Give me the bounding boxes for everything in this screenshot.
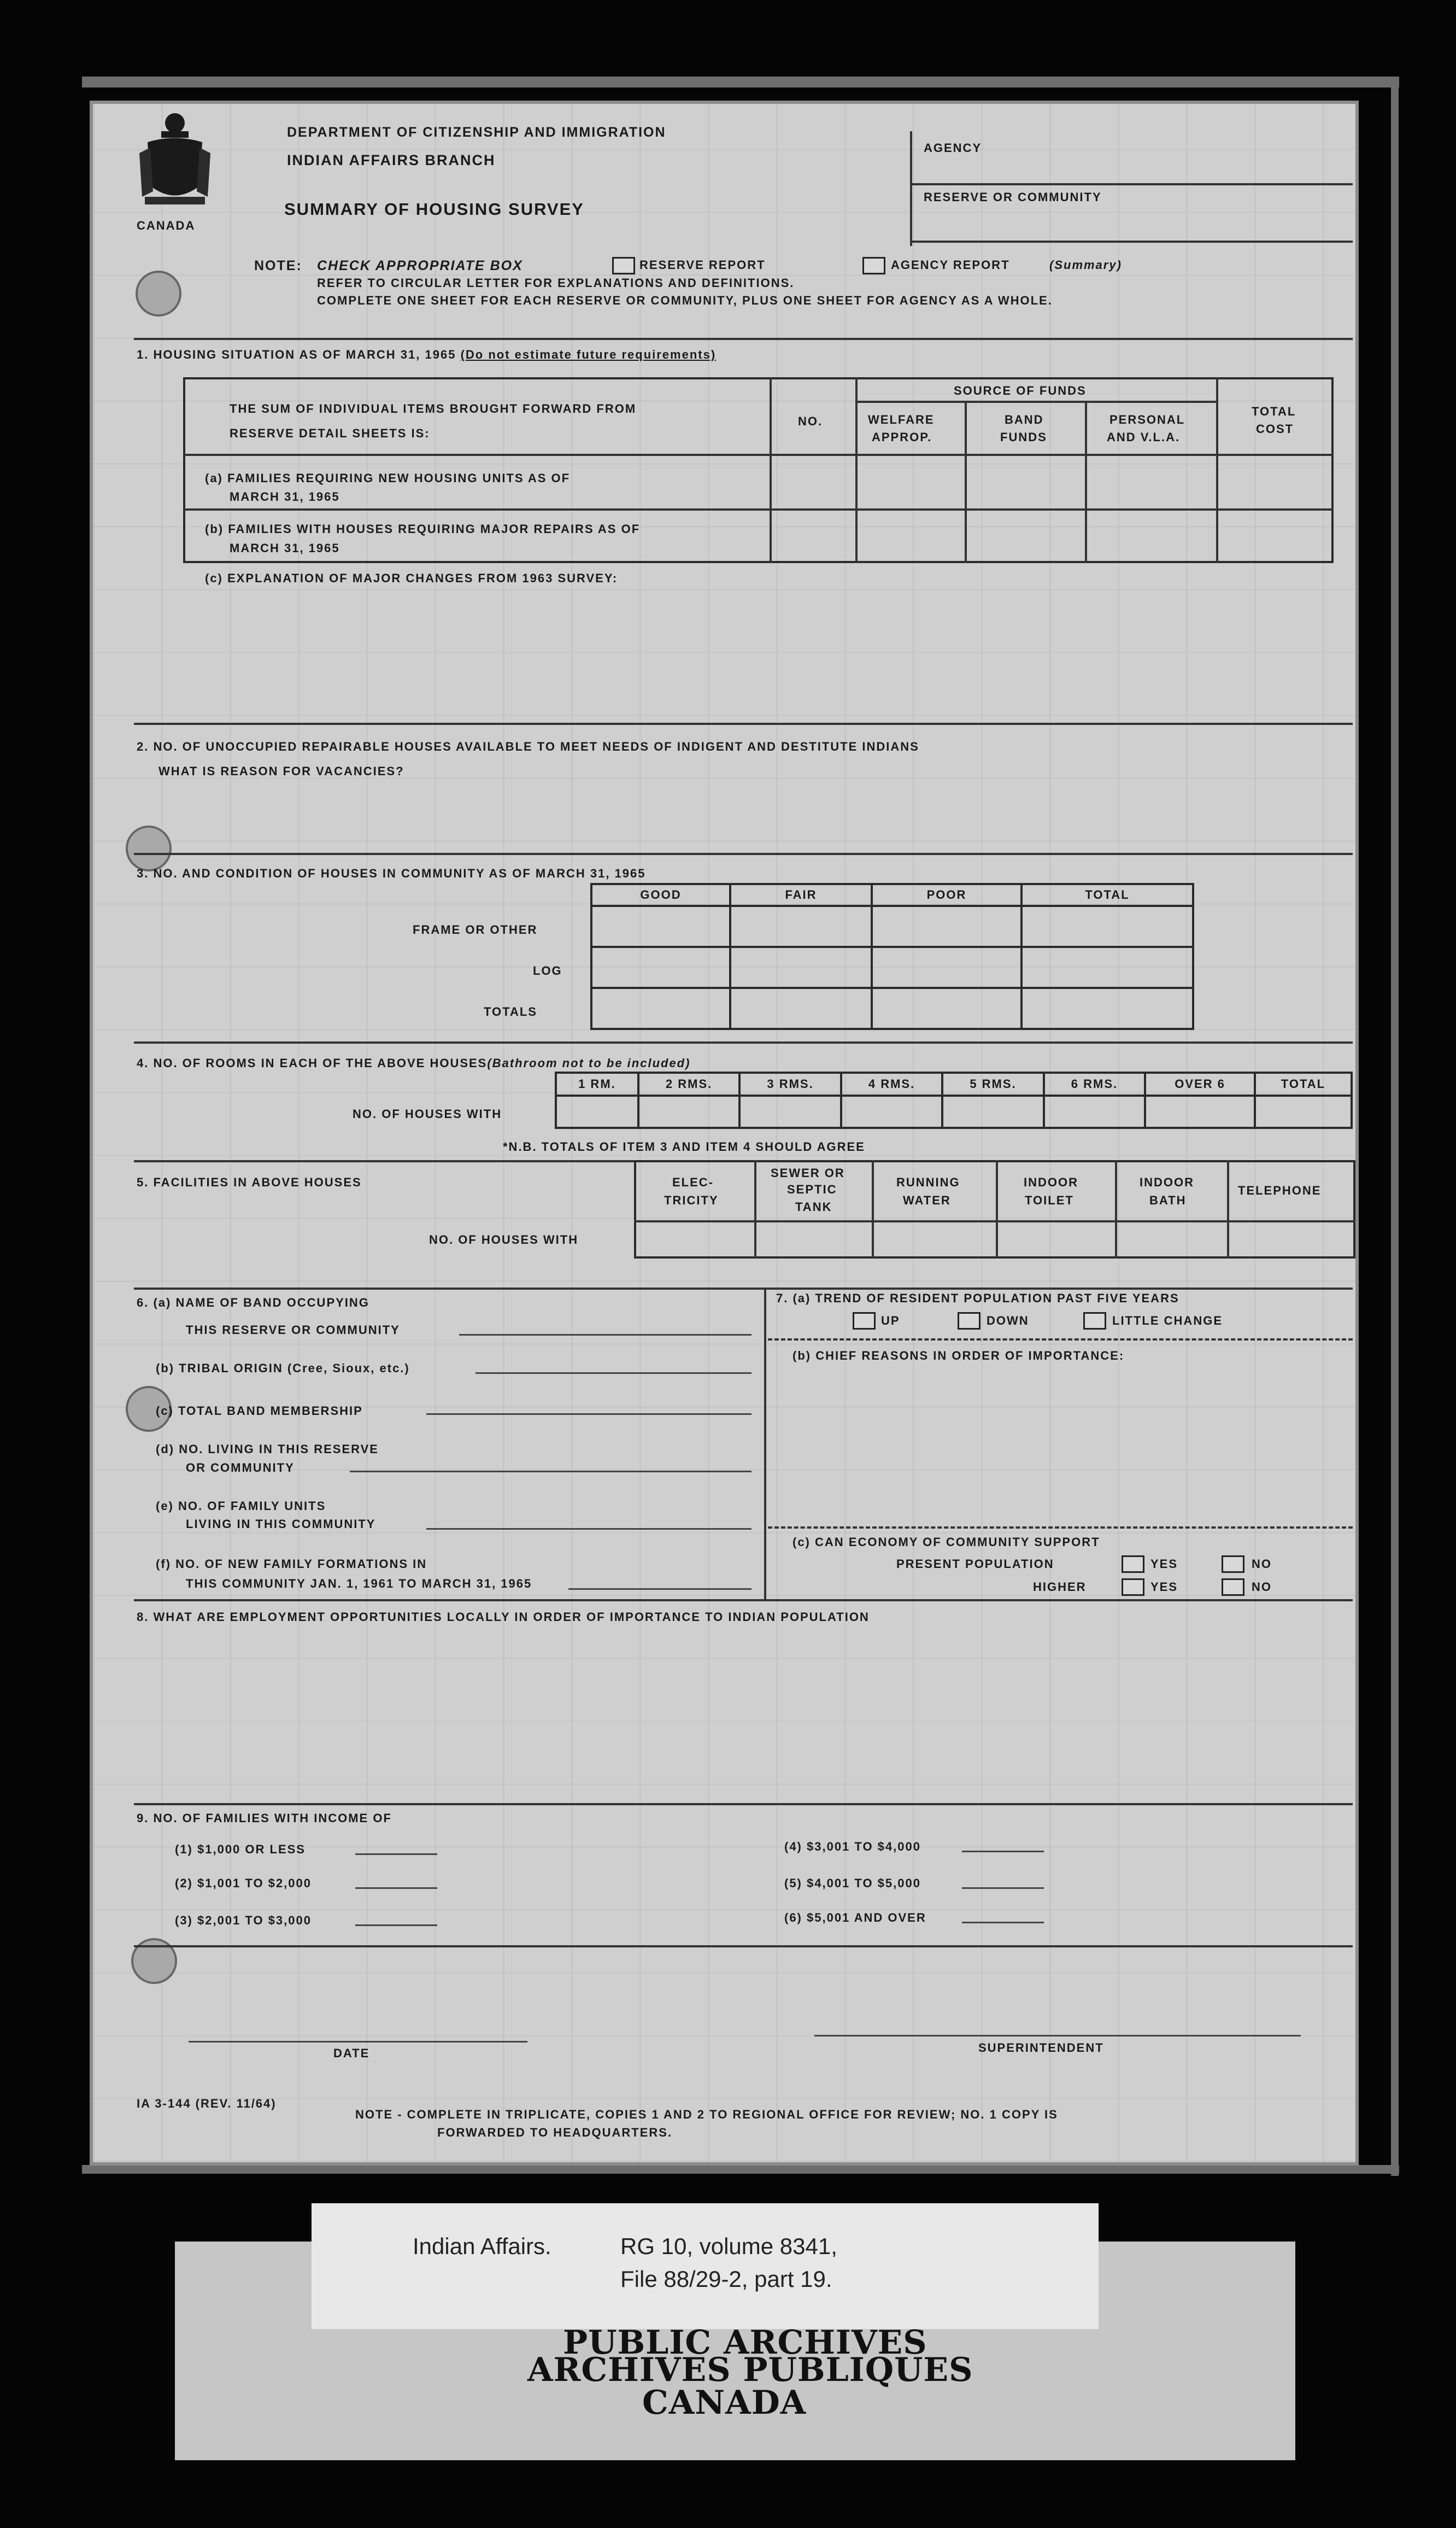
s9-income-6-field[interactable] xyxy=(962,1922,1044,1923)
s1-intro-1: THE SUM OF INDIVIDUAL ITEMS BROUGHT FORWARD FROM xyxy=(230,402,637,416)
s1-source-underline xyxy=(855,401,1216,403)
s4-col-6rms: 6 RMS. xyxy=(1044,1073,1145,1096)
s3-cell[interactable] xyxy=(730,906,872,947)
s5-col-elec-1: ELEC- xyxy=(672,1175,714,1189)
archive-ref-left: Indian Affairs. xyxy=(413,2233,551,2259)
s5-title: 5. FACILITIES IN ABOVE HOUSES xyxy=(137,1175,362,1189)
s3-cell[interactable] xyxy=(591,947,730,988)
s3-cell[interactable] xyxy=(591,906,730,947)
s6-d-field[interactable] xyxy=(350,1471,752,1472)
s1-row-a-2: MARCH 31, 1965 xyxy=(230,490,340,504)
reserve-report-checkbox[interactable] xyxy=(612,257,635,274)
s3-title: 3. NO. AND CONDITION OF HOUSES IN COMMUNITY AS OF MARCH 31, 1965 xyxy=(137,867,646,880)
s4-col-4rms: 4 RMS. xyxy=(841,1073,942,1096)
archive-stamp-3: CANADA xyxy=(642,2384,807,2422)
film-edge-bottom xyxy=(82,2165,1399,2174)
s5-col-toilet-1: INDOOR xyxy=(1024,1175,1078,1189)
higher-yes-checkbox[interactable] xyxy=(1122,1578,1144,1596)
s1-col-welfare-2: APPROP. xyxy=(872,430,932,444)
s5-col-line-4 xyxy=(1115,1160,1117,1259)
s5-col-sewer-1: SEWER OR xyxy=(771,1166,845,1180)
s4-col-2rms: 2 RMS. xyxy=(638,1073,739,1096)
s4-col-1rm: 1 RM. xyxy=(556,1073,638,1096)
s6-f-field[interactable] xyxy=(568,1588,752,1590)
s1-row-b-1: (b) FAMILIES WITH HOUSES REQUIRING MAJOR REPAIRS AS OF xyxy=(205,522,641,536)
s9-income-6: (6) $5,001 AND OVER xyxy=(784,1911,926,1924)
s1-col-band-1: BAND xyxy=(1005,413,1044,426)
s1-col-line-3 xyxy=(965,402,967,563)
s2-line-2: WHAT IS REASON FOR VACANCIES? xyxy=(158,764,404,778)
s1-col-line-2 xyxy=(855,377,858,563)
s3-bottom-rule xyxy=(134,1041,1353,1044)
s6-b: (b) TRIBAL ORIGIN (Cree, Sioux, etc.) xyxy=(156,1361,410,1375)
s4-title: 4. NO. OF ROOMS IN EACH OF THE ABOVE HOUSES(Bathroom not to be included) xyxy=(137,1056,691,1070)
note-line-3: COMPLETE ONE SHEET FOR EACH RESERVE OR COMMUNITY, PLUS ONE SHEET FOR AGENCY AS A WHOLE. xyxy=(317,294,1053,307)
s8-bottom-rule xyxy=(134,1803,1353,1805)
form-number: IA 3-144 (REV. 11/64) xyxy=(137,2097,277,2110)
s4-cell[interactable] xyxy=(841,1096,942,1128)
s4-cell[interactable] xyxy=(1044,1096,1145,1128)
s6-s7-divider xyxy=(764,1288,766,1599)
s3-cell[interactable] xyxy=(1021,906,1193,947)
agency-field-label: AGENCY xyxy=(924,141,982,155)
s1-col-personal-1: PERSONAL xyxy=(1109,413,1185,426)
s4-cell[interactable] xyxy=(556,1096,638,1128)
s1-col-total-2: COST xyxy=(1256,422,1294,436)
s1-col-no: NO. xyxy=(798,414,823,428)
s4-table xyxy=(555,1072,1353,1129)
s1-row-a-1: (a) FAMILIES REQUIRING NEW HOUSING UNITS AS OF xyxy=(205,471,571,485)
s9-income-2-field[interactable] xyxy=(355,1887,437,1889)
agency-report-sub: (Summary) xyxy=(1049,258,1122,272)
s1-source-of-funds: SOURCE OF FUNDS xyxy=(954,384,1087,397)
trend-down-label: DOWN xyxy=(987,1314,1029,1327)
s6-e-field[interactable] xyxy=(426,1528,752,1530)
date-field[interactable] xyxy=(189,2041,527,2043)
s9-bottom-rule xyxy=(134,1945,1353,1947)
s5-col-sewer-3: TANK xyxy=(795,1200,832,1214)
agency-report-label: AGENCY REPORT xyxy=(891,258,1010,272)
s9-income-3-field[interactable] xyxy=(355,1924,437,1926)
s2-bottom-rule xyxy=(134,853,1353,855)
s1-title: 1. HOUSING SITUATION AS OF MARCH 31, 1965 (Do not estimate future requirements) xyxy=(137,348,717,361)
s3-cell[interactable] xyxy=(872,988,1021,1029)
film-edge-top xyxy=(82,77,1399,87)
note-line-2: REFER TO CIRCULAR LETTER FOR EXPLANATIONS AND DEFINITIONS. xyxy=(317,276,795,290)
trend-little-change-checkbox[interactable] xyxy=(1083,1312,1106,1330)
reserve-underline xyxy=(910,241,1353,243)
s4-cell[interactable] xyxy=(638,1096,739,1128)
s3-cell[interactable] xyxy=(1021,947,1193,988)
s7-dash-2 xyxy=(768,1526,1353,1529)
reserve-field-label: RESERVE OR COMMUNITY xyxy=(924,190,1102,204)
s5-col-bath-2: BATH xyxy=(1149,1193,1187,1207)
s7-higher-label: HIGHER xyxy=(1033,1580,1087,1594)
s6-c-field[interactable] xyxy=(426,1413,752,1415)
s6-c: (c) TOTAL BAND MEMBERSHIP xyxy=(156,1404,363,1418)
s4-row-label: NO. OF HOUSES WITH xyxy=(353,1107,502,1121)
s3-row-log: LOG xyxy=(533,964,562,978)
s4-col-total: TOTAL xyxy=(1255,1073,1352,1096)
footer-note-1: NOTE - COMPLETE IN TRIPLICATE, COPIES 1 AND 2 TO REGIONAL OFFICE FOR REVIEW; NO. 1 COPY IS xyxy=(355,2108,1058,2121)
s5-col-line-3 xyxy=(996,1160,998,1259)
punch-hole-middle-1 xyxy=(126,826,172,871)
coat-of-arms-icon xyxy=(137,109,213,221)
higher-no-checkbox[interactable] xyxy=(1222,1578,1244,1596)
punch-hole-top xyxy=(136,271,181,317)
s5-col-bath-1: INDOOR xyxy=(1140,1175,1194,1189)
s1-col-total-1: TOTAL xyxy=(1252,405,1296,418)
trend-down-checkbox[interactable] xyxy=(958,1312,981,1330)
superintendent-field[interactable] xyxy=(814,2035,1301,2037)
s5-table xyxy=(634,1160,1355,1259)
department-title: DEPARTMENT OF CITIZENSHIP AND IMMIGRATION xyxy=(287,125,666,140)
s9-income-4-field[interactable] xyxy=(962,1851,1044,1852)
s6-a-field[interactable] xyxy=(459,1334,752,1336)
s9-income-1: (1) $1,000 OR LESS xyxy=(175,1842,306,1856)
s7-a: 7. (a) TREND OF RESIDENT POPULATION PAST FIVE YEARS xyxy=(776,1291,1179,1305)
present-no-label: NO xyxy=(1252,1557,1272,1571)
footer-note-2: FORWARDED TO HEADQUARTERS. xyxy=(437,2126,673,2139)
s9-income-3: (3) $2,001 TO $3,000 xyxy=(175,1913,312,1927)
s6-e-1: (e) NO. OF FAMILY UNITS xyxy=(156,1499,326,1513)
note-label: NOTE: xyxy=(254,258,302,273)
s5-col-toilet-2: TOILET xyxy=(1025,1193,1074,1207)
s5-col-line-2 xyxy=(872,1160,874,1259)
s3-cell[interactable] xyxy=(1021,988,1193,1029)
s3-cell[interactable] xyxy=(730,988,872,1029)
s3-table xyxy=(590,883,1194,1030)
s5-col-running-1: RUNNING xyxy=(896,1175,960,1189)
archive-reference-card xyxy=(312,2203,1099,2329)
s6-e-2: LIVING IN THIS COMMUNITY xyxy=(186,1517,376,1531)
s7-present-label: PRESENT POPULATION xyxy=(896,1557,1054,1571)
s5-row-label: NO. OF HOUSES WITH xyxy=(429,1233,579,1247)
s4-col-5rms: 5 RMS. xyxy=(942,1073,1043,1096)
s8-title: 8. WHAT ARE EMPLOYMENT OPPORTUNITIES LOCALLY IN ORDER OF IMPORTANCE TO INDIAN POPULATION xyxy=(137,1610,870,1624)
present-yes-checkbox[interactable] xyxy=(1122,1555,1144,1573)
date-label: DATE xyxy=(333,2046,370,2060)
s1-row-c: (c) EXPLANATION OF MAJOR CHANGES FROM 1963 SURVEY: xyxy=(205,571,618,585)
section1-top-rule xyxy=(134,338,1353,340)
s6-a-2: THIS RESERVE OR COMMUNITY xyxy=(186,1323,400,1337)
s1-col-line-1 xyxy=(770,377,772,563)
s7-dash-1 xyxy=(768,1338,1353,1341)
s9-title: 9. NO. OF FAMILIES WITH INCOME OF xyxy=(137,1811,392,1825)
country-label: CANADA xyxy=(137,219,196,232)
s3-cell[interactable] xyxy=(872,906,1021,947)
s6-d-1: (d) NO. LIVING IN THIS RESERVE xyxy=(156,1442,379,1456)
s1-col-line-4 xyxy=(1085,402,1087,563)
s4-cell[interactable] xyxy=(1255,1096,1352,1128)
note-check-text: CHECK APPROPRIATE BOX xyxy=(317,258,523,273)
s1-col-welfare-1: WELFARE xyxy=(868,413,935,426)
s4-nb: *N.B. TOTALS OF ITEM 3 AND ITEM 4 SHOULD AGREE xyxy=(503,1140,865,1154)
agency-divider xyxy=(910,131,912,246)
s9-income-1-field[interactable] xyxy=(355,1853,437,1855)
superintendent-label: SUPERINTENDENT xyxy=(978,2041,1104,2055)
archive-stamp-2: ARCHIVES PUBLIQUES xyxy=(527,2351,973,2389)
archive-stamp-1: PUBLIC ARCHIVES xyxy=(563,2324,927,2362)
s6-f-2: THIS COMMUNITY JAN. 1, 1961 TO MARCH 31, 1965 xyxy=(186,1577,532,1590)
s1-header-bottom xyxy=(183,454,1334,456)
s4-cell[interactable] xyxy=(739,1096,841,1128)
s5-col-sewer-2: SEPTIC xyxy=(787,1183,837,1196)
agency-report-checkbox[interactable] xyxy=(862,257,885,274)
s9-income-2: (2) $1,001 TO $2,000 xyxy=(175,1876,312,1890)
s7-c: (c) CAN ECONOMY OF COMMUNITY SUPPORT xyxy=(792,1535,1100,1549)
s7-bottom-rule xyxy=(134,1599,1353,1601)
branch-title: INDIAN AFFAIRS BRANCH xyxy=(287,152,496,168)
s1-col-line-5 xyxy=(1216,377,1218,563)
s5-bottom-rule xyxy=(134,1288,1353,1290)
higher-no-label: NO xyxy=(1252,1580,1272,1594)
archive-ref-right-1: RG 10, volume 8341, xyxy=(620,2233,837,2259)
s6-d-2: OR COMMUNITY xyxy=(186,1461,295,1474)
s7-b: (b) CHIEF REASONS IN ORDER OF IMPORTANCE: xyxy=(792,1349,1125,1362)
s1-bottom-rule xyxy=(134,723,1353,725)
s1-col-personal-2: AND V.L.A. xyxy=(1107,430,1181,444)
trend-up-checkbox[interactable] xyxy=(853,1312,876,1330)
s2-line-1: 2. NO. OF UNOCCUPIED REPAIRABLE HOUSES AVAILABLE TO MEET NEEDS OF INDIGENT AND DESTITUTE INDIANS xyxy=(137,740,919,753)
s9-income-5: (5) $4,001 TO $5,000 xyxy=(784,1876,921,1890)
s1-intro-2: RESERVE DETAIL SHEETS IS: xyxy=(230,426,430,440)
form-title: SUMMARY OF HOUSING SURVEY xyxy=(284,200,584,219)
s6-b-field[interactable] xyxy=(475,1372,752,1374)
s3-row-totals: TOTALS xyxy=(484,1005,537,1019)
trend-up-label: UP xyxy=(881,1314,900,1327)
s1-col-band-2: FUNDS xyxy=(1000,430,1047,444)
s5-header-bottom xyxy=(634,1220,1355,1222)
s4-col-over6: OVER 6 xyxy=(1145,1073,1255,1096)
reserve-report-label: RESERVE REPORT xyxy=(639,258,766,272)
film-edge-right xyxy=(1391,77,1399,2176)
s4-cell[interactable] xyxy=(1145,1096,1255,1128)
trend-little-change-label: LITTLE CHANGE xyxy=(1112,1314,1223,1327)
s4-col-3rms: 3 RMS. xyxy=(739,1073,841,1096)
s9-income-4: (4) $3,001 TO $4,000 xyxy=(784,1840,921,1853)
present-no-checkbox[interactable] xyxy=(1222,1555,1244,1573)
s3-col-total: TOTAL xyxy=(1021,884,1193,906)
higher-yes-label: YES xyxy=(1150,1580,1178,1594)
s3-cell[interactable] xyxy=(872,947,1021,988)
s3-cell[interactable] xyxy=(591,988,730,1029)
s3-col-fair: FAIR xyxy=(730,884,872,906)
s6-f-1: (f) NO. OF NEW FAMILY FORMATIONS IN xyxy=(156,1557,427,1571)
s4-cell[interactable] xyxy=(942,1096,1043,1128)
s3-col-good: GOOD xyxy=(591,884,730,906)
s3-row-frame: FRAME OR OTHER xyxy=(413,923,538,937)
s3-col-poor: POOR xyxy=(872,884,1021,906)
present-yes-label: YES xyxy=(1150,1557,1178,1571)
s1-row-divider xyxy=(183,508,1334,511)
s5-col-telephone: TELEPHONE xyxy=(1238,1184,1322,1197)
s3-cell[interactable] xyxy=(730,947,872,988)
s9-income-5-field[interactable] xyxy=(962,1887,1044,1889)
s5-col-line-5 xyxy=(1227,1160,1229,1259)
s6-a-1: 6. (a) NAME OF BAND OCCUPYING xyxy=(137,1296,369,1309)
agency-underline xyxy=(910,183,1353,185)
s5-col-running-2: WATER xyxy=(903,1193,951,1207)
s5-col-elec-2: TRICITY xyxy=(664,1193,719,1207)
s5-col-line-1 xyxy=(754,1160,756,1259)
s1-row-b-2: MARCH 31, 1965 xyxy=(230,541,340,555)
archive-ref-right-2: File 88/29-2, part 19. xyxy=(620,2266,832,2292)
